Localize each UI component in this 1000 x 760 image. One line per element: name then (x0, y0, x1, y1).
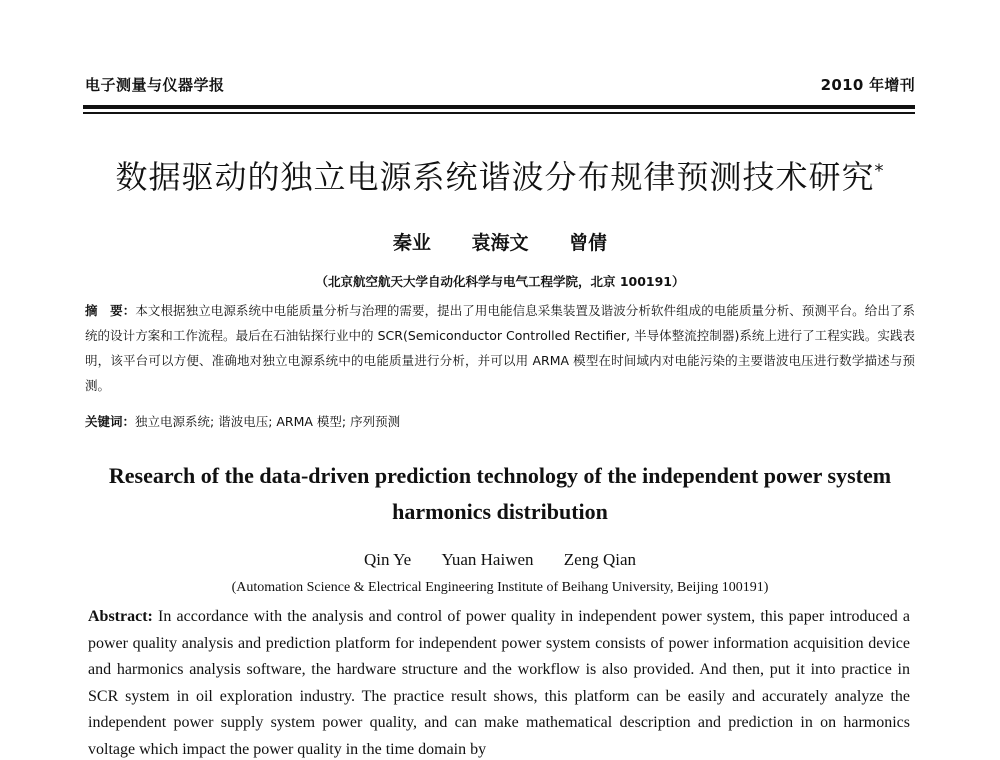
chinese-keywords-label: 关键词： (85, 414, 136, 429)
funding-footnote-marker: * (874, 160, 885, 182)
english-abstract (88, 604, 910, 760)
running-head (85, 72, 915, 96)
header-rule-thin (83, 112, 915, 114)
chinese-title (0, 152, 1000, 198)
chinese-abstract-text: 本文根据独立电源系统中电能质量分析与治理的需要，提出了用电能信息采集装置及谐波分析软件组成的电能质量分析、预测平台。给出了系统的设计方案和工作流程。最后在石油钻探行业中的 SCR(Semiconductor Controlled Rectifier, 半导体整流控制器)系统上进行了工程实践。实践表明，该平台可以方便、准确地对独立电源系统中的电能质量进行分析，并可以用 ARMA 模型在时间域内对电能污染的主要谐波电压进行数学描述与预测。 (85, 303, 915, 393)
author-name: Yuan Haiwen (441, 550, 534, 569)
author-name: 袁海文 (471, 232, 529, 254)
issue-label: 2010 年增刊 (820, 75, 915, 94)
chinese-abstract-label: 摘 要： (85, 303, 136, 318)
header-rule-thick (83, 105, 915, 109)
journal-name: 电子测量与仪器学报 (85, 75, 225, 94)
author-name: Zeng Qian (563, 550, 637, 569)
english-abstract-label: Abstract: (88, 608, 153, 625)
chinese-affiliation: （北京航空航天大学自动化科学与电气工程学院，北京 100191） (315, 274, 685, 289)
chinese-keywords-text: 独立电源系统; 谐波电压; ARMA 模型; 序列预测 (135, 414, 401, 429)
english-authors (0, 550, 1000, 570)
author-name: Qin Ye (363, 550, 412, 569)
author-name: 秦业 (392, 232, 431, 254)
chinese-authors (0, 228, 1000, 255)
chinese-keywords (85, 409, 915, 434)
chinese-abstract (85, 298, 915, 398)
author-name: 曾倩 (569, 232, 608, 254)
english-abstract-text: In accordance with the analysis and control of power quality in independent power system, this paper introduced a power quality analysis and prediction platform for independent power system consists of power information acquisition device and harmonics analysis software, the hardware structure and the workflow is also provided. And then, put it into practice in SCR system in oil exploration industry. The practice result shows, this platform can be easily and accurately analyze the independent power supply system power quality, and can make mathematical description and prediction in on harmonics voltage which impact the power quality in the time domain by (88, 608, 910, 758)
chinese-title-text: 数据驱动的独立电源系统谐波分布规律预测技术研究 (115, 158, 875, 196)
english-title: Research of the data-driven prediction technology of the independent power system harmonics distribution (108, 463, 892, 524)
english-affiliation: (Automation Science & Electrical Engineering Institute of Beihang University, Beijing 100191) (231, 580, 769, 595)
